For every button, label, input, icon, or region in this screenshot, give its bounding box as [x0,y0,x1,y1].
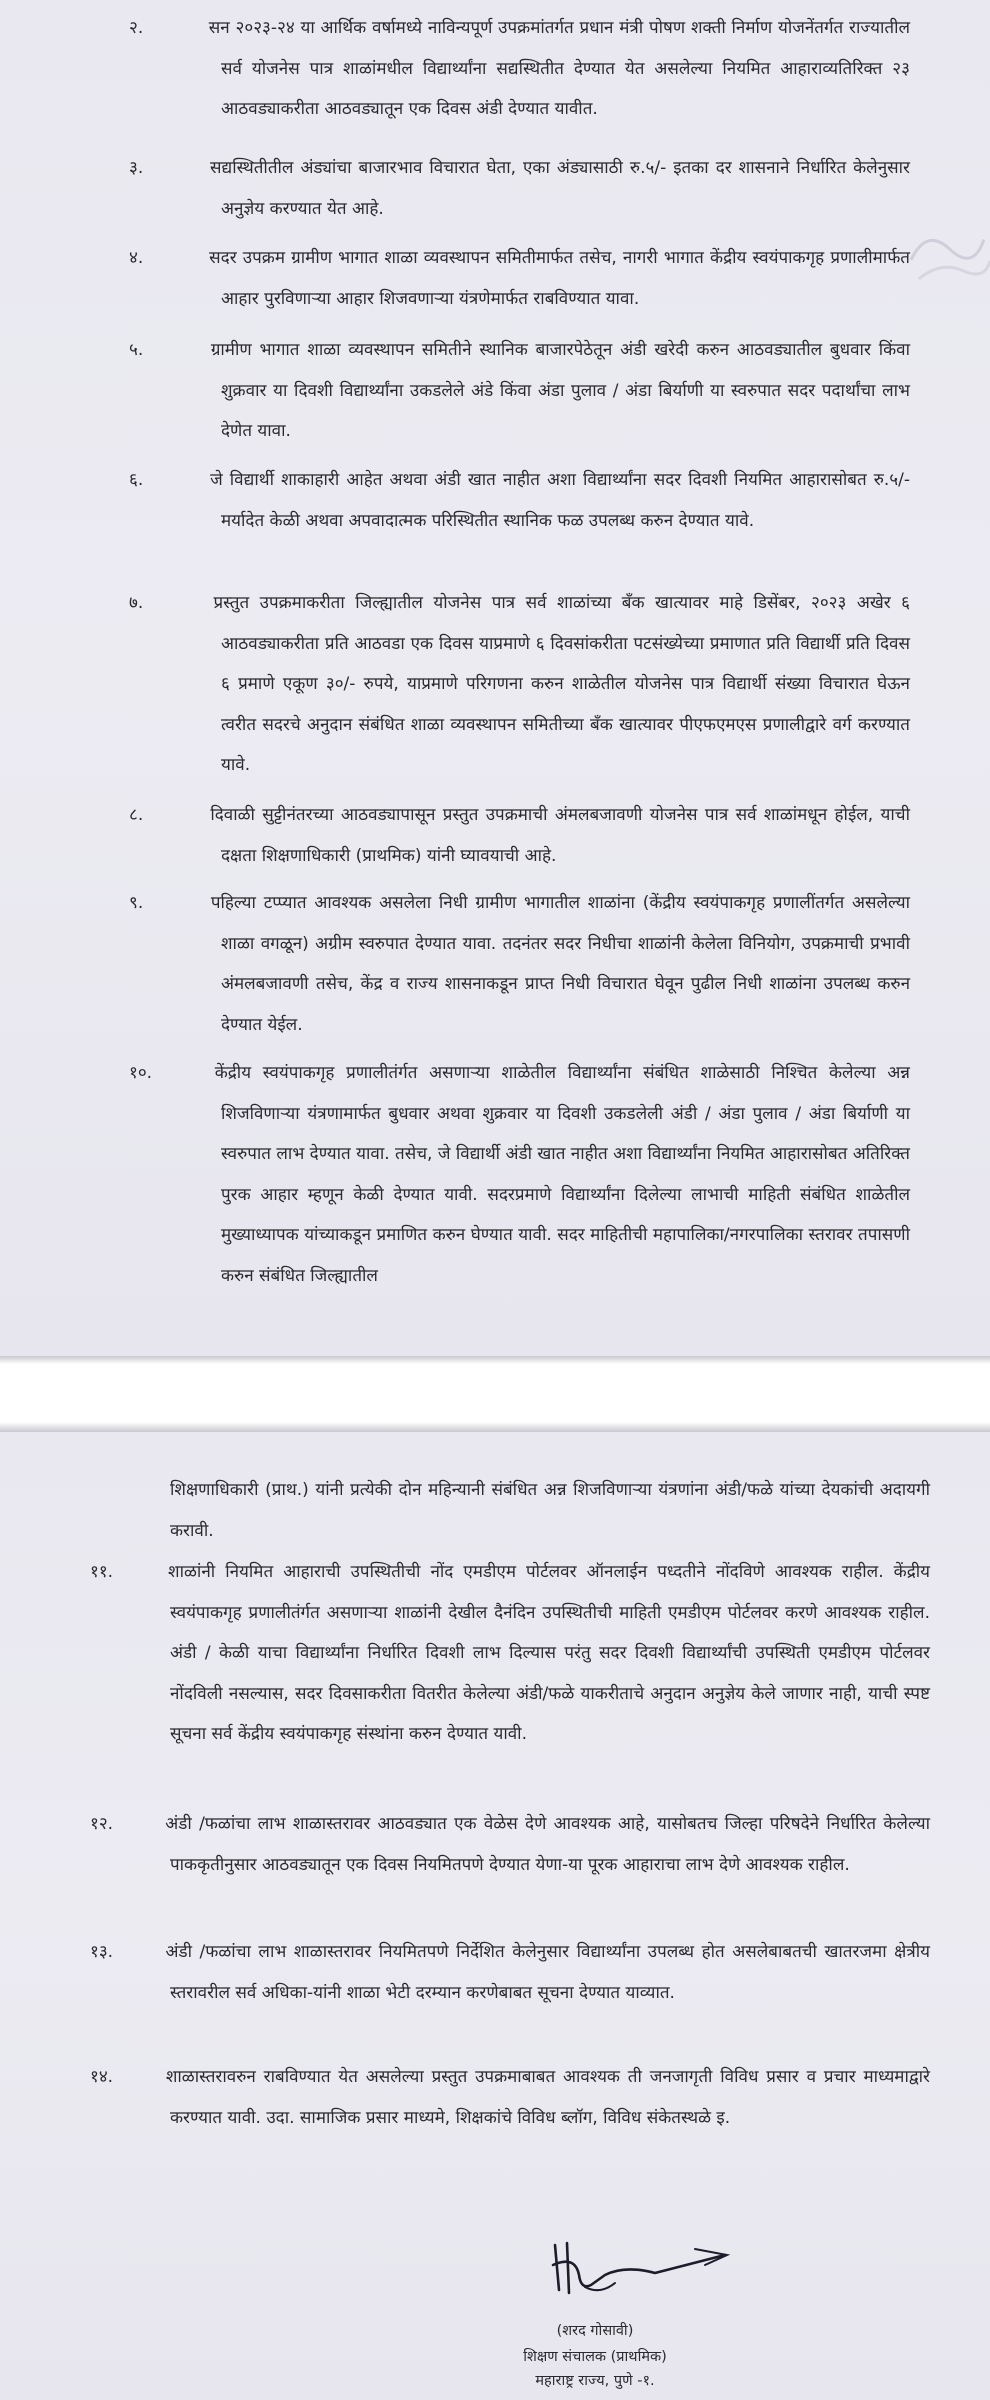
clause-text: केंद्रीय स्वयंपाकगृह प्रणालीतंर्गत असणाऱ्या शाळेतील विद्यार्थ्यांना संबंधित शाळेसाठी निश्चित केलेल्या अन्न शिजविणाऱ्या यंत्रणामार्फत बुधवार अथवा शुक्रवार या दिवशी उकडलेली अंडी / अंडा पुलाव / अंडा बिर्याणी या स्वरुपात लाभ देण्यात यावा. तसेच, जे विद्यार्थी अंडी खात नाहीत अशा विद्यार्थ्यांना नियमित आहारासोबत अतिरिक्त पुरक आहार म्हणून केळी देण्यात यावी. सदरप्रमाणे विद्यार्थ्यांना दिलेल्या लाभाची माहिती संबंधित शाळेतील मुख्याध्यापक यांच्याकडून प्रमाणित करुन घेण्यात यावी. सदर माहितीची महापालिका/नगरपालिका स्तरावर तपासणी करुन संबंधित जिल्ह्यातील [214,1063,910,1286]
signatory-name: (शरद गोसावी) [556,2323,634,2339]
clause-number: ४. [129,248,144,268]
clause-text: सदर उपक्रम ग्रामीण भागात शाळा व्यवस्थापन समितीमार्फत तसेच, नागरी भागात केंद्रीय स्वयंपाकगृह प्रणालीमार्फत आहार पुरविणाऱ्या आहार शिजवणाऱ्या यंत्रणेमार्फत राबविण्यात यावा. [209,248,910,309]
clause-number: ५. [129,340,144,360]
clause-text: ग्रामीण भागात शाळा व्यवस्थापन समितीने स्थानिक बाजारपेठेतून अंडी खरेदी करुन आठवड्यातील बुधवार किंवा शुक्रवार या दिवशी विद्यार्थ्यांना उकडलेले अंडे किंवा अंडा पुलाव / अंडा बिर्याणी या स्वरुपात सदर पदार्थांचा लाभ देणेत यावा. [210,340,911,441]
signatory-location: महाराष्ट्र राज्य, पुणे -१. [535,2373,655,2389]
clause-13 [90,1932,930,2013]
clause-text: दिवाळी सुट्टीनंतरच्या आठवड्यापासून प्रस्तुत उपक्रमाची अंमलबजावणी योजनेस पात्र सर्व शाळांमधून होईल, याची दक्षता शिक्षणाधिकारी (प्राथमिक) यांनी घ्यावयाची आहे. [210,805,910,866]
clause-number: ११. [90,1562,114,1582]
clause-number: ८. [129,805,144,825]
clause-text: जे विद्यार्थी शाकाहारी आहेत अथवा अंडी खात नाहीत अशा विद्यार्थ्यांना सदर दिवशी नियमित आहारासोबत रु.५/- मर्यादेत केळी अथवा अपवादात्मक परिस्थितीत स्थानिक फळ उपलब्ध करुन देण्यात यावे. [210,470,910,531]
clause-10-continuation: शिक्षणाधिकारी (प्राथ.) यांनी प्रत्येकी दोन महिन्यानी संबंधित अन्न शिजविणाऱ्या यंत्रणांना अंडी/फळे यांच्या देयकांची अदायगी करावी. [170,1480,930,1541]
handwritten-signature [545,2235,745,2315]
clause-text: अंडी /फळांचा लाभ शाळास्तरावर आठवड्यात एक वेळेस देणे आवश्यक आहे, यासोबतच जिल्हा परिषदेने निर्धारित केलेल्या पाककृतीनुसार आठवड्यातून एक दिवस नियमितपणे देण्यात येणा-या पूरक आहाराचा लाभ देणे आवश्यक राहील. [165,1814,930,1875]
clause-5 [129,330,911,452]
clause-3 [129,148,910,229]
clause-number: ३. [129,158,144,178]
clause-text: सद्यस्थितीतील अंड्यांचा बाजारभाव विचारात घेता, एका अंड्यासाठी रु.५/- इतका दर शासनाने निर्धारित केलेनुसार अनुज्ञेय करण्यात येत आहे. [210,158,910,219]
clause-text: अंडी /फळांचा लाभ शाळास्तरावर नियमितपणे निर्देशित केलेनुसार विद्यार्थ्यांना उपलब्ध होत असलेबाबतची खातरजमा क्षेत्रीय स्तरावरील सर्व अधिका-यांनी शाळा भेटी दरम्यान करणेबाबत सूचना देण्यात याव्यात. [165,1942,930,2003]
clause-number: ६. [129,470,144,490]
clause-text: पहिल्या टप्प्यात आवश्यक असलेला निधी ग्रामीण भागातील शाळांना (केंद्रीय स्वयंपाकगृह प्रणालींतर्गत असलेल्या शाळा वगळून) अग्रीम स्वरुपात देण्यात यावा. तदनंतर सदर निधीचा शाळांनी केलेला विनियोग, उपक्रमाची प्रभावी अंमलबजावणी तसेच, केंद्र व राज्य शासनाकडून प्राप्त निधी विचारात घेवून पुढील निधी शाळांना उपलब्ध करुन देण्यात येईल. [210,893,911,1035]
clause-12 [90,1804,930,1885]
page-break [0,1356,990,1432]
clause-number: १४. [90,2067,114,2087]
clause-4 [129,238,910,319]
signatory-designation: शिक्षण संचालक (प्राथमिक) [523,2349,667,2365]
clause-number: १२. [90,1814,114,1834]
clause-number: २. [129,18,144,38]
clause-text: सन २०२३-२४ या आर्थिक वर्षामध्ये नाविन्यपूर्ण उपक्रमांतर्गत प्रधान मंत्री पोषण शक्ती निर्माण योजनेंतर्गत राज्यातील सर्व योजनेस पात्र शाळांमधील विद्यार्थ्यांना सद्यस्थितीत देण्यात येत असलेल्या नियमित आहाराव्यतिरिक्त २३ आठवड्याकरीता आठवड्यातून एक दिवस अंडी देण्यात यावीत. [208,18,910,119]
document-page-2 [0,1432,990,2400]
clause-number: ७. [129,593,144,613]
clause-number: १३. [90,1942,114,1962]
clause-text: प्रस्तुत उपक्रमाकरीता जिल्ह्यातील योजनेस पात्र सर्व शाळांच्या बँक खात्यावर माहे डिसेंबर, २०२३ अखेर ६ आठवड्याकरीता प्रति आठवडा एक दिवस याप्रमाणे ६ दिवसांकरीता पटसंख्येच्या प्रमाणात प्रति विद्यार्थी प्रति दिवस ६ प्रमाणे एकूण ३०/- रुपये, याप्रमाणे परिगणना करुन शाळेतील योजनेस पात्र विद्यार्थी संख्या विचारात घेऊन त्वरीत सदरचे अनुदान संबंधित शाळा व्यवस्थापन समितीच्या बँक खात्यावर पीएफएमएस प्रणालीद्वारे वर्ग करण्यात यावे. [213,593,910,775]
clause-10 [129,1053,910,1296]
clause-number: ९. [129,893,144,913]
clause-text: शाळास्तरावरुन राबविण्यात येत असलेल्या प्रस्तुत उपक्रमाबाबत आवश्यक ती जनजागृती विविध प्रसार व प्रचार माध्यमाद्वारे करण्यात यावी. उदा. सामाजिक प्रसार माध्यमे, शिक्षकांचे विविध ब्लॉग, विविध संकेतस्थळे इ. [165,2067,931,2128]
clause-text: शाळांनी नियमित आहाराची उपस्थितीची नोंद एमडीएम पोर्टलवर ऑनलाईन पध्दतीने नोंदविणे आवश्यक राहील. केंद्रीय स्वयंपाकगृह प्रणालीतंर्गत असणाऱ्या शाळांनी देखील दैनंदिन उपस्थितीची माहिती एमडीएम पोर्टलवर करणे आवश्यक राहील. अंडी / केळी याचा विद्यार्थ्यांना निर्धारित दिवशी लाभ दिल्यास परंतु सदर दिवशी विद्यार्थ्यांची उपस्थिती एमडीएम पोर्टलवर नोंदविली नसल्यास, सदर दिवसाकरीता वितरीत केलेल्या अंडी/फळे याकरीताचे अनुदान अनुज्ञेय केले जाणार नाही, याची स्पष्ट सूचना सर्व केंद्रीय स्वयंपाकगृह संस्थांना करुन देण्यात यावी. [168,1562,930,1744]
clause-9 [129,883,911,1045]
clause-11 [90,1552,930,1755]
clause-7 [129,583,910,786]
clause-2 [129,8,910,130]
clause-number: १०. [129,1063,153,1083]
clause-6 [129,460,910,541]
clause-14 [90,2057,931,2138]
clause-8 [129,795,910,876]
